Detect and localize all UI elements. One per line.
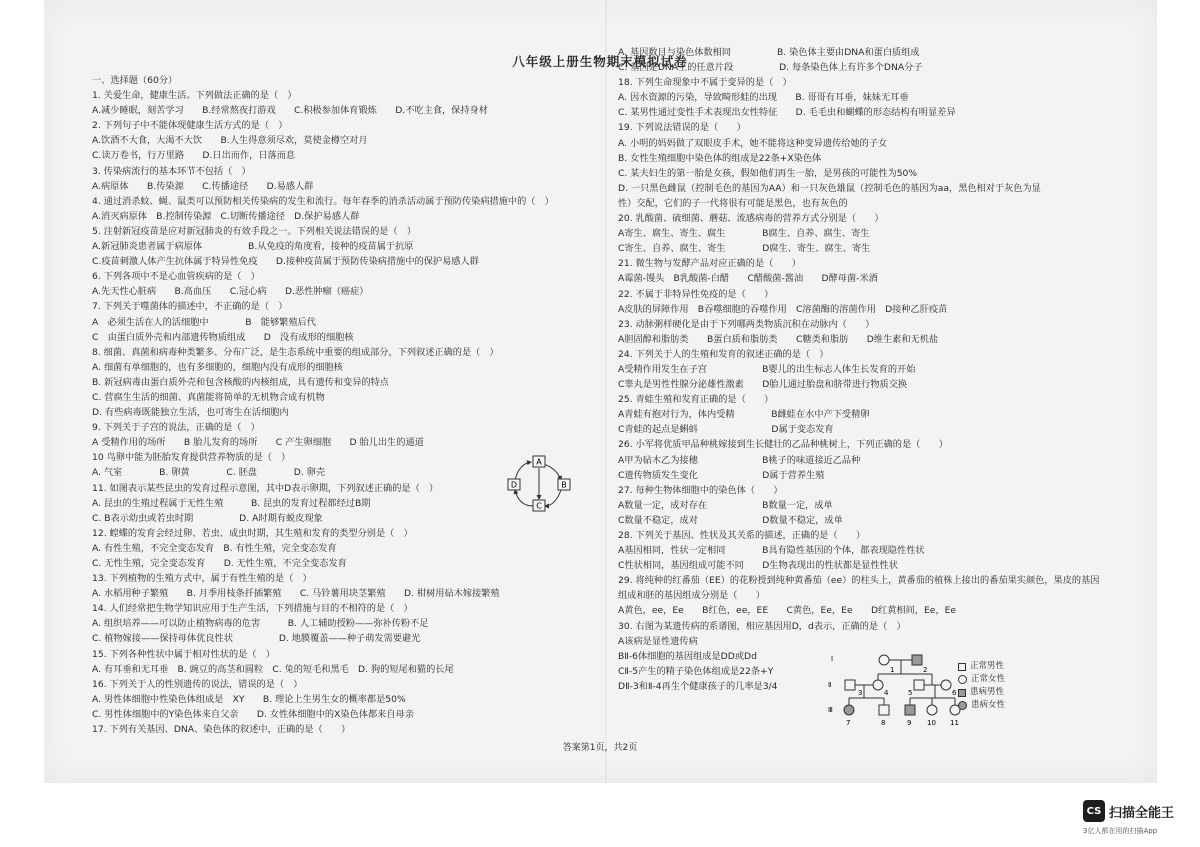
affected-male-symbol — [958, 689, 966, 697]
question-line: C. 植物嫁接——保持母体优良性状 D. 地膜覆盖——种子萌发需要避光 — [92, 633, 421, 645]
question-line: C青蛙的起点是蝌蚪 D属于变态发育 — [618, 424, 834, 436]
generation-label-2: Ⅱ — [828, 681, 832, 689]
affected-female-symbol — [958, 701, 967, 710]
pedigree-affected-female-7 — [844, 705, 854, 715]
legend-normal-female — [958, 673, 1005, 686]
question-line: 9. 下列关于子宫的说法，正确的是（ ） — [92, 422, 260, 434]
question-line: 7. 下列关于噬菌体的描述中，不正确的是（ ） — [92, 301, 288, 313]
question-line: C. 营腐生生活的细菌、真菌能将简单的无机物合成有机物 — [92, 391, 325, 403]
question-line: 3. 传染病流行的基本环节不包括（ ） — [92, 165, 251, 177]
question-line: C.读万卷书，行万里路 D.日出而作，日落而息 — [92, 150, 296, 162]
question-line: A. 男性体细胞中性染色体组成是 XY B. 理论上生男生女的概率都是50% — [92, 693, 406, 705]
question-line: A数量一定，成对存在 B数量一定，成单 — [618, 499, 833, 511]
question-line: 25. 青蛙生殖和发育正确的是（ ） — [618, 394, 774, 406]
pedigree-num-10: 10 — [927, 719, 936, 727]
question-line: 20. 乳酸菌、硫细菌、蘑菇、流感病毒的营养方式分别是（ ） — [618, 213, 884, 225]
cycle-label-b: B — [561, 480, 567, 490]
question-line: D. 有些病毒既能独立生活，也可寄生在活细胞内 — [92, 407, 289, 419]
question-line: 8. 细菌、真菌和病毒种类繁多、分布广泛，是生态系统中重要的组成部分，下列叙述正确的是（ ） — [92, 346, 499, 358]
pedigree-legend — [958, 660, 1005, 712]
question-line: 15. 下列各种性状中属于相对性状的是（ ） — [92, 648, 275, 660]
question-line: 6. 下列各项中不是心血管疾病的是（ ） — [92, 271, 260, 283]
question-line: 27. 每种生物体细胞中的染色体（ ） — [618, 484, 783, 496]
question-line: D. 一只黑色雌鼠（控制毛色的基因为AA）和一只灰色雄鼠（控制毛色的基因为aa，黑色相对于灰色为显 — [618, 182, 1041, 194]
question-line: C. B表示幼虫或若虫时期 D. A时期有蜕皮现象 — [92, 512, 323, 524]
question-line: A甲为砧木乙为接穗 B桃子的味道接近乙品种 — [618, 454, 861, 466]
pedigree-num-6: 6 — [952, 689, 957, 697]
question-line: A. 因水资源的污染，导致畸形蛙的出现 B. 哥哥有耳垂，妹妹无耳垂 — [618, 92, 909, 104]
question-line: A. 气室 B. 卵黄 C. 胚盘 D. 卵壳 — [92, 467, 326, 479]
question-line: 5. 注射新冠疫苗是应对新冠肺炎的有效手段之一。下列相关说法错误的是（ ） — [92, 225, 417, 237]
legend-label: 患病男性 — [970, 687, 1005, 697]
question-line: A胆固醇和脂肪类 B蛋白质和脂肪类 C糖类和脂肪 D维生素和无机盐 — [618, 333, 939, 345]
question-line: 10 鸟卵中能为胚胎发育提供营养物质的是（ ） — [92, 452, 291, 464]
question-line: 21. 微生物与发酵产品对应正确的是（ ） — [618, 258, 801, 270]
question-line: A.新冠肺炎患者属于病原体 B.从免疫的角度看，接种的疫苗属于抗原 — [92, 241, 414, 253]
question-line: 组成和胚的基因组成分别是（ ） — [618, 590, 765, 602]
legend-label: 正常男性 — [970, 661, 1005, 671]
scanner-tagline: 3亿人都在用的扫描App — [1083, 827, 1158, 835]
question-line: C睾丸是男性性腺分泌雄性激素 D胎儿通过胎盘和脐带进行物质交换 — [618, 379, 908, 391]
page-footer: 答案第1页，共2页 — [562, 743, 638, 753]
question-line: C.疫苗刺激人体产生抗体属于特异性免疫 D.接种疫苗属于预防传染病措施中的保护易感人群 — [92, 256, 479, 268]
question-line: 1. 关爱生命，健康生活。下列做法正确的是（ ） — [92, 90, 297, 102]
pedigree-affected-male-9 — [905, 705, 915, 715]
question-line: A受精作用发生在子宫 B婴儿的出生标志人体生长发育的开始 — [618, 363, 916, 375]
insect-cycle-diagram — [505, 454, 573, 514]
pedigree-affected-male-2 — [912, 655, 922, 665]
question-line: CⅡ-5产生的精子染色体组成是22条+Y — [618, 665, 774, 677]
question-line: BⅡ-6体细胞的基因组成是DD或Dd — [618, 650, 757, 662]
question-line: C. 无性生殖，完全变态发育 D. 无性生殖，不完全变态发育 — [92, 558, 347, 569]
exam-title: 八年级上册生物期末模拟试卷 — [512, 54, 688, 69]
question-line: 11. 如图表示某些昆虫的发育过程示意图，其中D表示卵期，下列叙述正确的是（ ） — [92, 482, 439, 494]
question-line: C. 某男性通过变性手术表现出女性特征 D. 毛毛虫和蝴蝶的形态结构有明显差异 — [618, 107, 956, 119]
pedigree-num-5: 5 — [908, 689, 913, 697]
question-line: DⅡ-3和Ⅱ-4再生个健康孩子的几率是3/4 — [618, 680, 778, 692]
question-line: 24. 下列关于人的生殖和发育的叙述正确的是（ ） — [618, 348, 829, 360]
pedigree-female-1 — [879, 655, 889, 665]
question-line: A.减少睡眠，刻苦学习 B.经常熬夜打游戏 C.积极参加体育锻炼 D.不吃主食，保持身材 — [92, 105, 488, 117]
question-line: A 受精作用的场所 B 胎儿发育的场所 C 产生卵细胞 D 胎儿出生的通道 — [92, 437, 424, 449]
pedigree-num-2: 2 — [923, 666, 928, 674]
cycle-label-a: A — [536, 457, 542, 467]
question-line: B. 新冠病毒由蛋白质外壳和包含核酸的内核组成，具有遗传和变异的特点 — [92, 376, 389, 388]
question-line: 13. 下列植物的生殖方式中，属于有性生殖的是（ ） — [92, 573, 312, 585]
question-line: 2. 下列句子中不能体现健康生活方式的是（ ） — [92, 120, 288, 132]
legend-normal-male — [958, 660, 1005, 673]
legend-label: 患病女性 — [971, 700, 1006, 710]
question-line: A该病是显性遗传病 — [618, 635, 698, 647]
generation-label-1: Ⅰ — [831, 655, 834, 663]
question-line: C. 男性体细胞中的Y染色体来自父亲 D. 女性体细胞中的X染色体都来自母亲 — [92, 708, 414, 720]
question-line: A. 有耳垂和无耳垂 B. 豌豆的高茎和圆粒 C. 兔的短毛和黑毛 D. 狗的短尾和猫的长尾 — [92, 663, 454, 675]
left-column — [92, 73, 597, 737]
legend-affected-female — [958, 699, 1005, 712]
question-line: A青蛙有抱对行为，体内受精 B雌蛙在水中产下受精卵 — [618, 409, 870, 421]
question-line: A. 有性生殖，不完全变态发育 B. 有性生殖，完全变态发育 — [92, 542, 337, 554]
question-line: A. 基因数目与染色体数相同 B. 染色体主要由DNA和蛋白质组成 — [618, 47, 920, 58]
question-line: C性状相同，基因组成可能不同 D生物表现出的性状都是显性性状 — [618, 560, 898, 572]
question-line: 19. 下列说法错误的是（ ） — [618, 122, 746, 134]
pedigree-chart — [828, 650, 1038, 728]
legend-label: 正常女性 — [971, 674, 1006, 684]
question-line: 29. 将纯种的红番茄（EE）的花粉授到纯种黄番茄（ee）的柱头上，黄番茄的植株上接出的番茄果实颜色，果皮的基因 — [618, 575, 1100, 587]
question-line: A黄色，ee，Ee B红色，ee，EE C黄色，Ee，Ee D红黄相间，Ee，Ee — [618, 605, 957, 617]
question-line: C 由蛋白质外壳和内部遗传物质组成 D 没有成形的细胞核 — [92, 331, 354, 343]
legend-affected-male — [958, 686, 1005, 699]
question-line: A. 小明的妈妈做了双眼皮手术，她不能将这种变异遗传给她的子女 — [618, 137, 888, 149]
question-line: A寄生、腐生、寄生、腐生 B腐生、自养、腐生、寄生 — [618, 228, 870, 240]
question-line: A霉菌-馒头 B乳酸菌-白醋 C醋酸菌-酱油 D酵母菌-米酒 — [618, 273, 878, 285]
pedigree-num-11: 11 — [950, 719, 959, 727]
cycle-label-d: D — [510, 480, 518, 490]
question-line: A.病原体 B.传染源 C.传播途径 D.易感人群 — [92, 180, 314, 192]
question-line: 17. 下列有关基因、DNA、染色体的叙述中，正确的是（ ） — [92, 724, 351, 736]
question-line: 性）交配，它们的子一代将很有可能是黑色，也有灰色的 — [618, 197, 848, 209]
question-line: 4. 通过消杀蚊、蝇、鼠类可以预防相关传染病的发生和流行。每年春季的消杀活动属于预防传染病措施中的（ ） — [92, 195, 554, 207]
question-line: C数量不稳定，成对 D数量不稳定，成单 — [618, 514, 843, 526]
pedigree-female-6 — [941, 680, 951, 690]
question-line: C. 某夫妇生的第一胎是女孩，假如他们再生一胎，是男孩的可能性为50% — [618, 167, 918, 179]
question-line: 26. 小军将优质甲品种桃嫁接到生长健壮的乙品种桃树上，下列正确的是（ ） — [618, 439, 948, 451]
pedigree-female-10 — [927, 705, 937, 715]
question-line: 14. 人们经常把生物学知识应用于生产生活，下列措施与目的不相符的是（ ） — [92, 603, 413, 615]
pedigree-num-1: 1 — [890, 666, 895, 674]
question-line: 28. 下列关于基因、性状及其关系的描述，正确的是（ ） — [618, 530, 866, 541]
question-line: A皮肤的屏障作用 B吞噬细胞的吞噬作用 C溶菌酶的溶菌作用 D接种乙肝疫苗 — [618, 303, 948, 315]
question-line: A 必须生活在人的活细胞中 B 能够繁殖后代 — [92, 316, 316, 328]
generation-label-3: Ⅲ — [828, 706, 833, 714]
pedigree-num-7: 7 — [846, 719, 851, 727]
question-line: 12. 蝗蝶的发育会经过卵、若虫、成虫时期，其生殖和发育的类型分别是（ ） — [92, 527, 413, 539]
pedigree-female-4 — [873, 680, 883, 690]
pedigree-male-5 — [914, 680, 924, 690]
normal-male-symbol — [958, 663, 966, 671]
question-line: C寄生、自养、腐生、寄生 D腐生、寄生、腐生、寄生 — [618, 243, 871, 255]
scanner-watermark — [1083, 800, 1174, 822]
question-line: C遗传物质发生变化 D属于营养生殖 — [618, 469, 825, 481]
pedigree-male-8 — [879, 705, 889, 715]
question-line: A. 组织培养——可以防止植物病毒的危害 B. 人工辅助授粉——弥补传粉不足 — [92, 618, 429, 630]
question-line: A. 水稻用种子繁殖 B. 月季用枝条扦插繁殖 C. 马铃薯用块茎繁殖 D. 柑树用砧木嫁接繁殖 — [92, 588, 500, 600]
question-line: A.消灭病原体 B.控制传染源 C.切断传播途径 D.保护易感人群 — [92, 210, 360, 222]
question-line: A. 细菌有单细胞的，也有多细胞的，细胞内没有成形的细胞核 — [92, 361, 343, 373]
scanner-logo-icon: CS — [1083, 800, 1105, 822]
cycle-label-c: C — [536, 501, 542, 511]
question-line: 30. 右图为某遗传病的系谱图，相应基因用D，d表示，正确的是（ ） — [618, 620, 906, 632]
question-line: B. 女性生殖细胞中染色体的组成是22条+X染色体 — [618, 152, 822, 164]
question-line: C. 基因是DNA上的任意片段 D. 每条染色体上有许多个DNA分子 — [618, 62, 923, 74]
question-line: 18. 下列生命现象中不属于变异的是（ ） — [618, 77, 792, 89]
question-line: 16. 下列关于人的性别遗传的说法，错误的是（ ） — [92, 678, 303, 690]
pedigree-num-3: 3 — [858, 689, 863, 697]
question-line: A基因相同，性状一定相同 B具有隐性基因的个体，都表现隐性性状 — [618, 545, 925, 557]
pedigree-male-3 — [845, 680, 855, 690]
question-line: A.饮酒不大食，大渴不大饮 B.人生得意须尽欢，莫使金樽空对月 — [92, 135, 368, 147]
scanner-app-name: 扫描全能王 — [1109, 805, 1175, 821]
pedigree-num-9: 9 — [907, 719, 912, 727]
paper-fold — [605, 0, 607, 783]
question-line: A. 昆虫的生殖过程属于无性生殖 B. 昆虫的发育过程都经过B期 — [92, 497, 371, 509]
pedigree-num-4: 4 — [884, 689, 889, 697]
normal-female-symbol — [958, 675, 967, 684]
question-line: 22. 不属于非特异性免疫的是（ ） — [618, 288, 774, 300]
pedigree-num-8: 8 — [881, 719, 886, 727]
right-column — [618, 45, 1148, 694]
question-line: 一、选择题（60分） — [92, 75, 178, 86]
question-line: 23. 动脉粥样硬化是由于下列哪两类物质沉积在动脉内（ ） — [618, 318, 875, 330]
question-line: A.先天性心脏病 B.高血压 C.冠心病 D.恶性肿瘤（癌症） — [92, 286, 369, 298]
